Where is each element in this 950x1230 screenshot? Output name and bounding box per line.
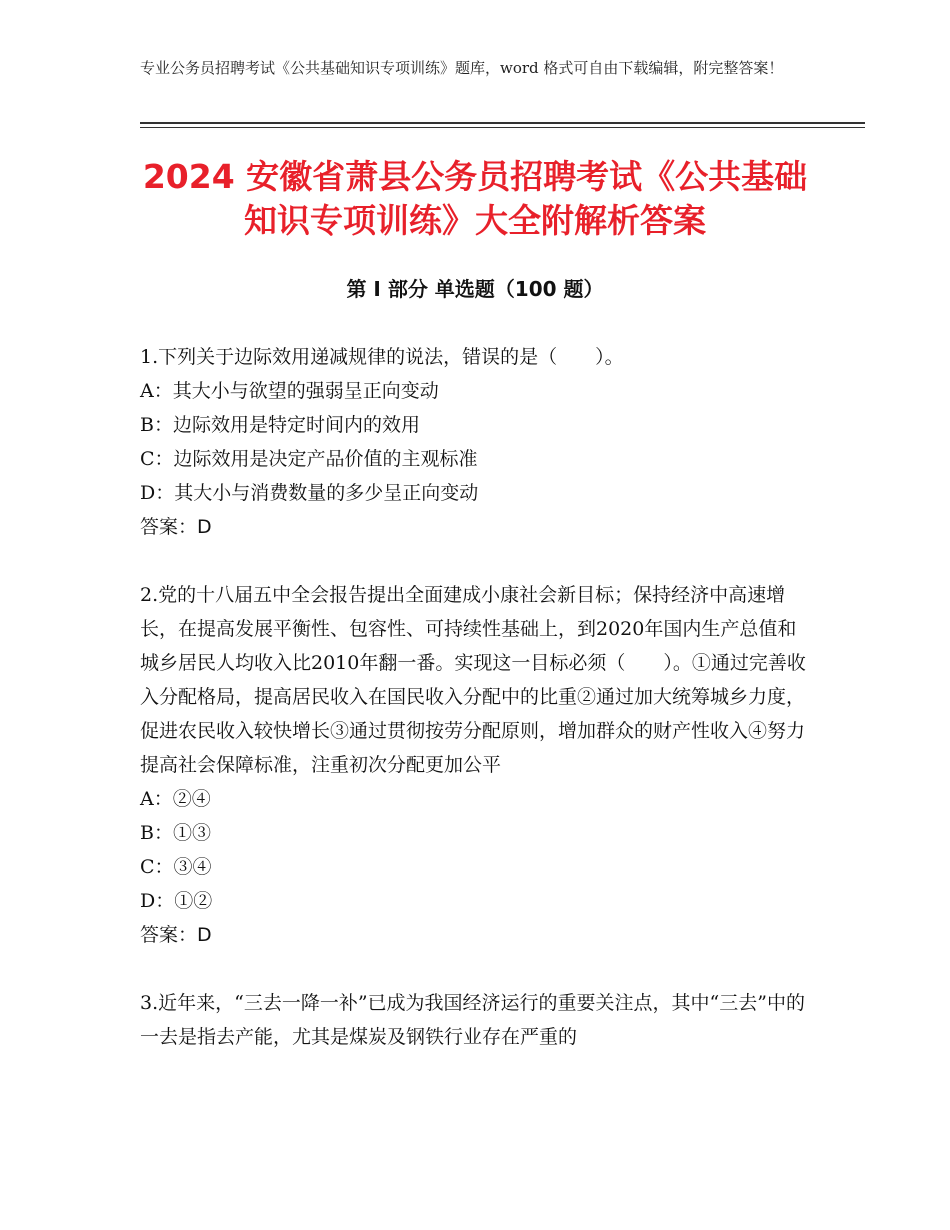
option-b: B：①③	[140, 822, 211, 844]
question-stem: 1.下列关于边际效用递减规律的说法，错误的是（ ）。	[140, 346, 624, 368]
option-c: C：③④	[140, 856, 212, 878]
question-3	[140, 986, 810, 1054]
section-heading: 第 I 部分 单选题（100 题）	[346, 277, 604, 301]
question-2	[140, 578, 810, 952]
document-title: 2024 安徽省萧县公务员招聘考试《公共基础知识专项训练》大全附解析答案	[142, 157, 808, 240]
option-a: A：其大小与欲望的强弱呈正向变动	[140, 380, 439, 402]
answer: 答案：D	[140, 516, 212, 538]
option-c: C：边际效用是决定产品价值的主观标准	[140, 448, 478, 470]
header-divider-thin	[140, 127, 865, 128]
question-stem: 2.党的十八届五中全会报告提出全面建成小康社会新目标；保持经济中高速增长，在提高发展平衡性、包容性、可持续性基础上，到2020年国内生产总值和城乡居民人均收入比2010年翻一番。实现这一目标必须（ ）。①通过完善收入分配格局，提高居民收入在国民收入分配中的比重②通过加大统筹城乡力度，促进农民收入较快增长③通过贯彻按劳分配原则，增加群众的财产性收入④努力提高社会保障标准，注重初次分配更加公平	[140, 584, 806, 776]
question-1	[140, 340, 810, 544]
option-a: A：②④	[140, 788, 211, 810]
question-stem: 3.近年来，“三去一降一补”已成为我国经济运行的重要关注点，其中“三去”中的一去是指去产能，尤其是煤炭及钢铁行业存在严重的	[140, 992, 805, 1048]
option-d: D：其大小与消费数量的多少呈正向变动	[140, 482, 479, 504]
header-note: 专业公务员招聘考试《公共基础知识专项训练》题库，word 格式可自由下载编辑，附完整答案！	[140, 59, 784, 77]
header-divider-thick	[140, 122, 865, 124]
option-b: B：边际效用是特定时间内的效用	[140, 414, 420, 436]
answer: 答案：D	[140, 924, 212, 946]
question-list	[140, 340, 810, 1088]
option-d: D：①②	[140, 890, 213, 912]
